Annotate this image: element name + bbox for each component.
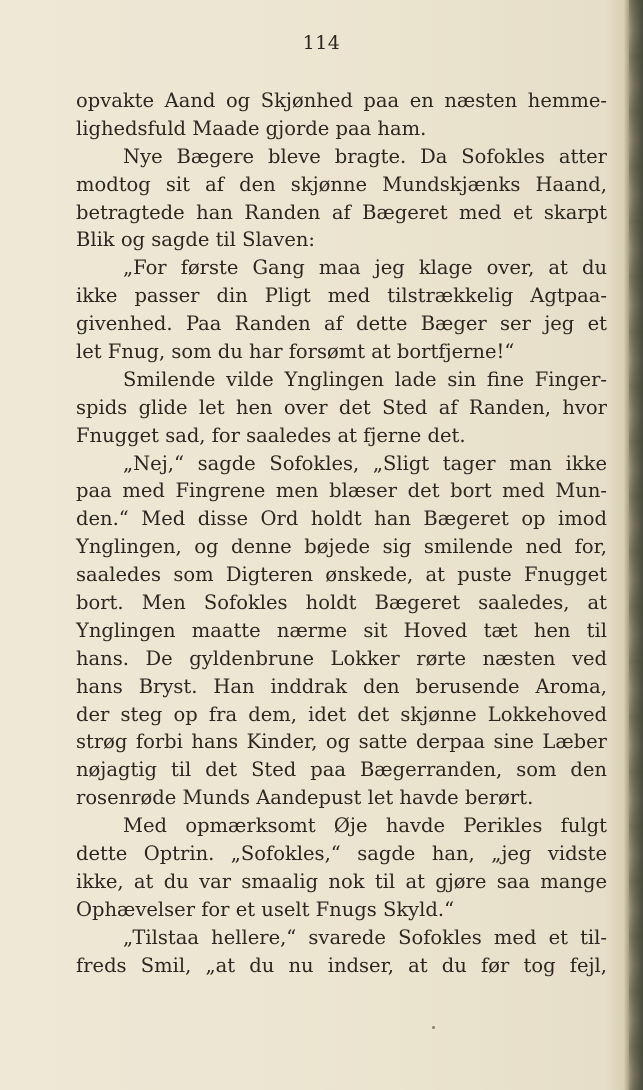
text-line: Ynglingen, og denne bøjede sig smilende ned for, bbox=[76, 535, 607, 559]
text-line: der steg op fra dem, idet det skjønne Lokkehoved bbox=[76, 702, 607, 726]
text-line: Smilende vilde Ynglingen lade sin fine Finger- bbox=[123, 367, 607, 391]
text-line: ikke passer din Pligt med tilstrækkelig Agtpaa- bbox=[76, 284, 607, 308]
text-line: Fnugget sad, for saaledes at fjerne det. bbox=[76, 423, 466, 447]
text-line: hans. De gyldenbrune Lokker rørte næsten ved bbox=[76, 646, 607, 670]
page-edge bbox=[629, 0, 643, 1090]
text-line: lighedsfuld Maade gjorde paa ham. bbox=[76, 116, 427, 140]
text-line: betragtede han Randen af Bægeret med et skarpt bbox=[76, 200, 607, 224]
text-line: dette Optrin. „Sofokles,“ sagde han, „jeg vidste bbox=[76, 842, 607, 866]
text-line: let Fnug, som du har forsømt at bortfjerne!“ bbox=[76, 340, 515, 364]
text-line: nøjagtig til det Sted paa Bægerranden, som den bbox=[76, 758, 607, 782]
page-number: 114 bbox=[302, 32, 341, 54]
text-line: opvakte Aand og Skjønhed paa en næsten hemme- bbox=[76, 89, 607, 112]
text-line: Ophævelser for et uselt Fnugs Skyld.“ bbox=[76, 897, 455, 921]
text-line: Med opmærksomt Øje havde Perikles fulgt bbox=[123, 814, 607, 838]
text-line: Nye Bægere bleve bragte. Da Sofokles atter bbox=[123, 144, 607, 168]
text-line: paa med Fingrene men blæser det bort med Mun- bbox=[76, 479, 607, 503]
text-line: modtog sit af den skjønne Mundskjænks Haand, bbox=[76, 172, 607, 196]
text-line: rosenrøde Munds Aandepust let havde berørt. bbox=[76, 786, 534, 810]
text-line: Blik og sagde til Slaven: bbox=[76, 228, 315, 252]
text-line: „Nej,“ sagde Sofokles, „Sligt tager man ikke bbox=[123, 451, 607, 475]
text-line: „For første Gang maa jeg klage over, at du bbox=[123, 256, 607, 280]
text-line: „Tilstaa hellere,“ svarede Sofokles med et til- bbox=[123, 925, 607, 949]
text-line: hans Bryst. Han inddrak den berusende Aroma, bbox=[76, 674, 607, 698]
text-line: Ynglingen maatte nærme sit Hoved tæt hen til bbox=[76, 618, 607, 642]
text-line: spids glide let hen over det Sted af Randen, hvor bbox=[76, 395, 607, 419]
text-line: freds Smil, „at du nu indser, at du før tog fejl, bbox=[76, 953, 607, 977]
text-line: givenhed. Paa Randen af dette Bæger ser jeg et bbox=[76, 312, 607, 336]
text-line: ikke, at du var smaalig nok til at gjøre saa mange bbox=[76, 869, 607, 893]
text-line: strøg forbi hans Kinder, og satte derpaa sine Læber bbox=[76, 730, 607, 754]
body-text bbox=[76, 87, 607, 980]
text-line: saaledes som Digteren ønskede, at puste Fnugget bbox=[76, 563, 607, 587]
text-line: den.“ Med disse Ord holdt han Bægeret op imod bbox=[76, 507, 607, 531]
paper-speck bbox=[432, 1026, 435, 1029]
text-line: bort. Men Sofokles holdt Bægeret saaledes, at bbox=[76, 591, 607, 615]
